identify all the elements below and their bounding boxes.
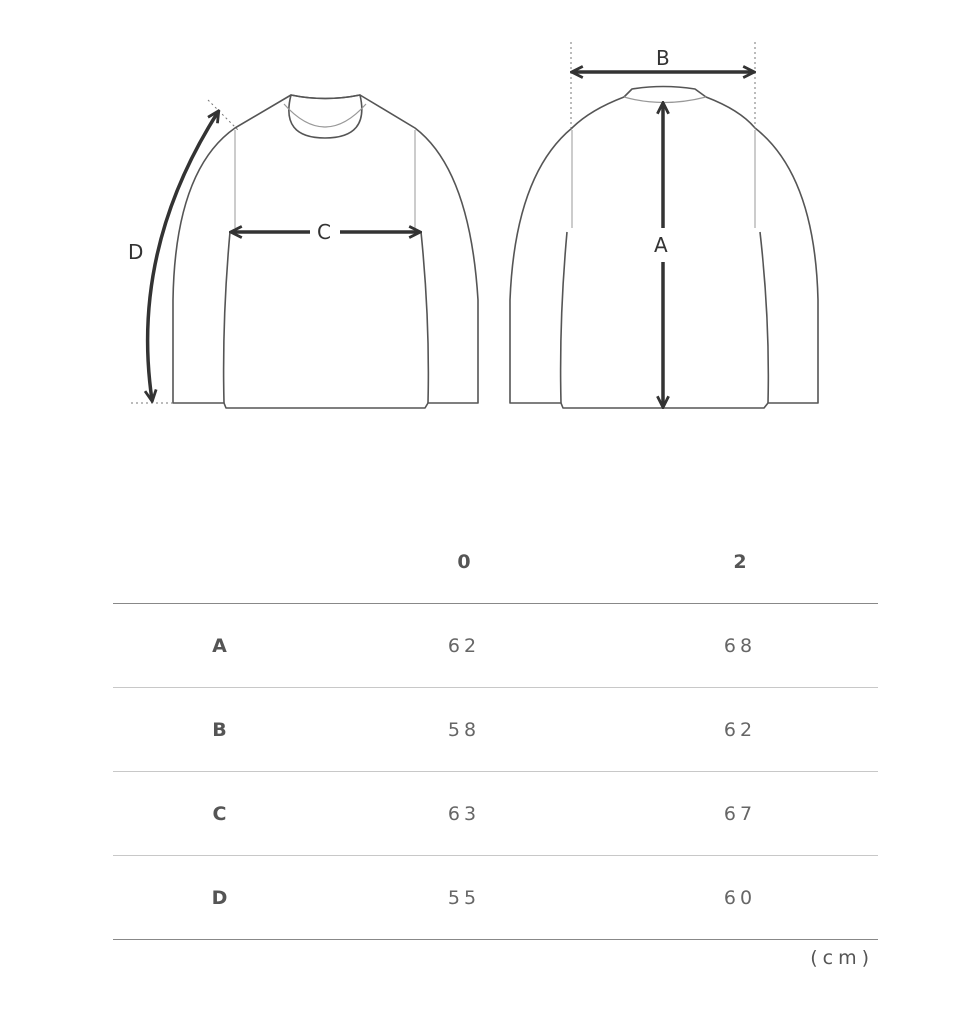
cell-value: 62: [447, 634, 481, 657]
row-label: D: [113, 856, 326, 940]
cell-value: 67: [602, 772, 878, 856]
header-size-2: 2: [602, 520, 878, 604]
cell-value: 55: [326, 856, 602, 940]
cell-value: 62: [602, 688, 878, 772]
size-table: [113, 520, 878, 940]
measure-d-label: D: [128, 240, 144, 264]
header-empty-cell: [113, 520, 326, 604]
cell-value: 63: [326, 772, 602, 856]
measure-b-label: B: [656, 46, 670, 70]
front-view-shirt: [173, 95, 478, 408]
cell-value: 58: [326, 688, 602, 772]
table-row-b: [113, 688, 878, 772]
table-row-c: [113, 772, 878, 856]
measure-c-label: C: [317, 220, 331, 244]
header-size-0: 0: [326, 520, 602, 604]
table-row-a: [113, 604, 878, 688]
garment-diagram: [0, 0, 954, 460]
cell-value: 68: [723, 634, 757, 657]
cell-value: 60: [602, 856, 878, 940]
table-header-row: [113, 520, 878, 604]
row-label: B: [113, 688, 326, 772]
measure-a-label: A: [654, 233, 668, 257]
unit-note: (cm): [810, 947, 874, 969]
table-row-d: [113, 856, 878, 940]
row-label: A: [212, 634, 227, 657]
row-label: C: [113, 772, 326, 856]
